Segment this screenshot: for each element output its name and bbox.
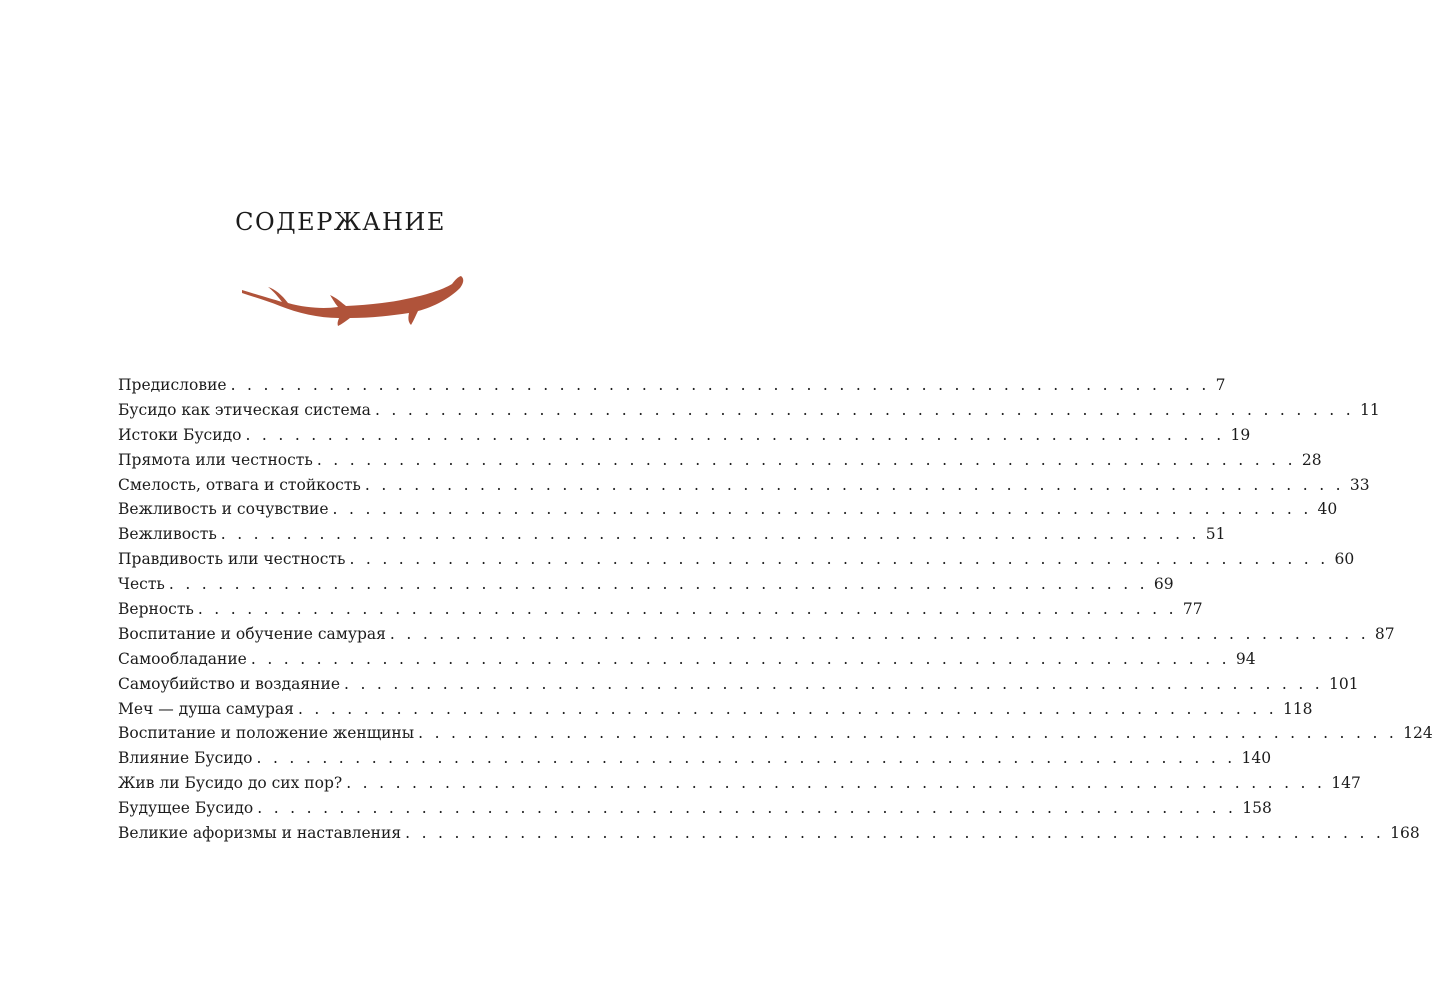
toc-entry-title: Смелость, отвага и стойкость xyxy=(118,475,361,494)
toc-entry-page-number: 147 xyxy=(1331,774,1361,793)
toc-leader-dots: . . . . . . . . . . . . . . . . . . . . . . . . . . . . . . . . . . . . . . . . . . . . . . . . . . . . . . . . . . . . xyxy=(197,600,1177,619)
toc-leader-dots: . . . . . . . . . . . . . . . . . . . . . . . . . . . . . . . . . . . . . . . . . . . . . . . . . . . . . . . . . . . . xyxy=(405,824,1385,843)
toc-entry-page-number: 158 xyxy=(1242,799,1272,818)
toc-entry-title: Бусидо как этическая система xyxy=(118,400,371,419)
toc-entry-title: Прямота или честность xyxy=(118,450,313,469)
toc-entry xyxy=(118,749,1272,774)
toc-entry-title: Самоубийство и воздаяние xyxy=(118,674,341,693)
toc-entry xyxy=(118,475,1370,501)
toc-entry xyxy=(118,575,1174,600)
toc-leader-dots: . . . . . . . . . . . . . . . . . . . . . . . . . . . . . . . . . . . . . . . . . . . . . . . . . . . . . . . . . . . . xyxy=(374,400,1354,419)
toc-entry-title: Правдивость или честность xyxy=(118,550,346,569)
toc-entry-page-number: 19 xyxy=(1230,425,1251,444)
toc-leader-dots: . . . . . . . . . . . . . . . . . . . . . . . . . . . . . . . . . . . . . . . . . . . . . . . . . . . . . . . . . . . . xyxy=(250,649,1230,668)
toc-entry-title: Вежливость xyxy=(118,525,217,544)
table-of-contents xyxy=(118,376,1433,849)
toc-entry xyxy=(118,824,1420,849)
toc-leader-dots: . . . . . . . . . . . . . . . . . . . . . . . . . . . . . . . . . . . . . . . . . . . . . . . . . . . . . . . . . . . . xyxy=(256,749,1236,768)
toc-leader-dots: . . . . . . . . . . . . . . . . . . . . . . . . . . . . . . . . . . . . . . . . . . . . . . . . . . . . . . . . . . . . xyxy=(316,450,1296,469)
branch-ornament-icon xyxy=(238,276,468,332)
toc-leader-dots: . . . . . . . . . . . . . . . . . . . . . . . . . . . . . . . . . . . . . . . . . . . . . . . . . . . . . . . . . . . . xyxy=(257,799,1237,818)
toc-leader-dots: . . . . . . . . . . . . . . . . . . . . . . . . . . . . . . . . . . . . . . . . . . . . . . . . . . . . . . . . . . . . xyxy=(230,376,1210,394)
toc-leader-dots: . . . . . . . . . . . . . . . . . . . . . . . . . . . . . . . . . . . . . . . . . . . . . . . . . . . . . . . . . . . . xyxy=(346,774,1326,793)
toc-entry xyxy=(118,600,1203,625)
toc-entry-page-number: 51 xyxy=(1205,525,1226,544)
toc-entry xyxy=(118,376,1226,401)
toc-entry xyxy=(118,624,1395,650)
toc-entry-page-number: 87 xyxy=(1374,624,1395,643)
toc-entry-title: Вежливость и сочувствие xyxy=(118,500,329,519)
toc-leader-dots: . . . . . . . . . . . . . . . . . . . . . . . . . . . . . . . . . . . . . . . . . . . . . . . . . . . . . . . . . . . . xyxy=(332,500,1312,519)
toc-entry-title: Предисловие xyxy=(118,376,227,394)
toc-entry xyxy=(118,724,1433,749)
toc-entry-page-number: 33 xyxy=(1349,475,1370,494)
toc-entry-page-number: 94 xyxy=(1235,649,1256,668)
toc-entry xyxy=(118,674,1359,700)
toc-entry-title: Честь xyxy=(118,575,165,594)
toc-entry-title: Жив ли Бусидо до сих пор? xyxy=(118,774,343,793)
toc-entry-title: Самообладание xyxy=(118,649,247,668)
toc-entry-title: Воспитание и положение женщины xyxy=(118,724,415,743)
toc-entry xyxy=(118,774,1361,799)
toc-entry-title: Истоки Бусидо xyxy=(118,425,242,444)
toc-entry-page-number: 69 xyxy=(1153,575,1174,594)
toc-entry-page-number: 101 xyxy=(1329,674,1359,693)
toc-entry xyxy=(118,799,1272,824)
toc-entry-title: Будущее Бусидо xyxy=(118,799,254,818)
toc-entry-page-number: 140 xyxy=(1241,749,1272,768)
toc-leader-dots: . . . . . . . . . . . . . . . . . . . . . . . . . . . . . . . . . . . . . . . . . . . . . . . . . . . . . . . . . . . . xyxy=(389,624,1369,643)
toc-entry-page-number: 77 xyxy=(1182,600,1203,619)
toc-entry xyxy=(118,450,1322,476)
toc-leader-dots: . . . . . . . . . . . . . . . . . . . . . . . . . . . . . . . . . . . . . . . . . . . . . . . . . . . . . . . . . . . . xyxy=(418,724,1398,743)
toc-leader-dots: . . . . . . . . . . . . . . . . . . . . . . . . . . . . . . . . . . . . . . . . . . . . . . . . . . . . . . . . . . . . xyxy=(220,525,1200,544)
toc-entry xyxy=(118,699,1313,725)
toc-leader-dots: . . . . . . . . . . . . . . . . . . . . . . . . . . . . . . . . . . . . . . . . . . . . . . . . . . . . . . . . . . . . xyxy=(349,550,1329,569)
toc-entry xyxy=(118,425,1251,451)
toc-entry-page-number: 7 xyxy=(1215,376,1226,394)
toc-entry-page-number: 168 xyxy=(1390,824,1420,843)
toc-entry-page-number: 118 xyxy=(1282,699,1313,718)
toc-entry xyxy=(118,550,1355,575)
toc-leader-dots: . . . . . . . . . . . . . . . . . . . . . . . . . . . . . . . . . . . . . . . . . . . . . . . . . . . . . . . . . . . . xyxy=(168,575,1148,594)
toc-entry-title: Воспитание и обучение самурая xyxy=(118,624,386,643)
toc-entry xyxy=(118,500,1338,525)
toc-entry-title: Великие афоризмы и наставления xyxy=(118,824,402,843)
toc-entry-page-number: 60 xyxy=(1334,550,1355,569)
toc-entry xyxy=(118,400,1380,426)
page-title: СОДЕРЖАНИЕ xyxy=(235,208,446,236)
toc-entry-title: Меч — душа самурая xyxy=(118,699,294,718)
toc-leader-dots: . . . . . . . . . . . . . . . . . . . . . . . . . . . . . . . . . . . . . . . . . . . . . . . . . . . . . . . . . . . . xyxy=(344,674,1324,693)
toc-entry-page-number: 40 xyxy=(1317,500,1338,519)
toc-entry xyxy=(118,525,1226,550)
toc-entry-title: Влияние Бусидо xyxy=(118,749,253,768)
toc-entry-page-number: 28 xyxy=(1301,450,1322,469)
toc-entry-page-number: 124 xyxy=(1403,724,1433,743)
toc-leader-dots: . . . . . . . . . . . . . . . . . . . . . . . . . . . . . . . . . . . . . . . . . . . . . . . . . . . . . . . . . . . . xyxy=(364,475,1344,494)
toc-entry-title: Верность xyxy=(118,600,194,619)
toc-leader-dots: . . . . . . . . . . . . . . . . . . . . . . . . . . . . . . . . . . . . . . . . . . . . . . . . . . . . . . . . . . . . xyxy=(297,699,1277,718)
toc-leader-dots: . . . . . . . . . . . . . . . . . . . . . . . . . . . . . . . . . . . . . . . . . . . . . . . . . . . . . . . . . . . . xyxy=(245,425,1225,444)
toc-entry-page-number: 11 xyxy=(1359,400,1380,419)
toc-entry xyxy=(118,649,1256,675)
